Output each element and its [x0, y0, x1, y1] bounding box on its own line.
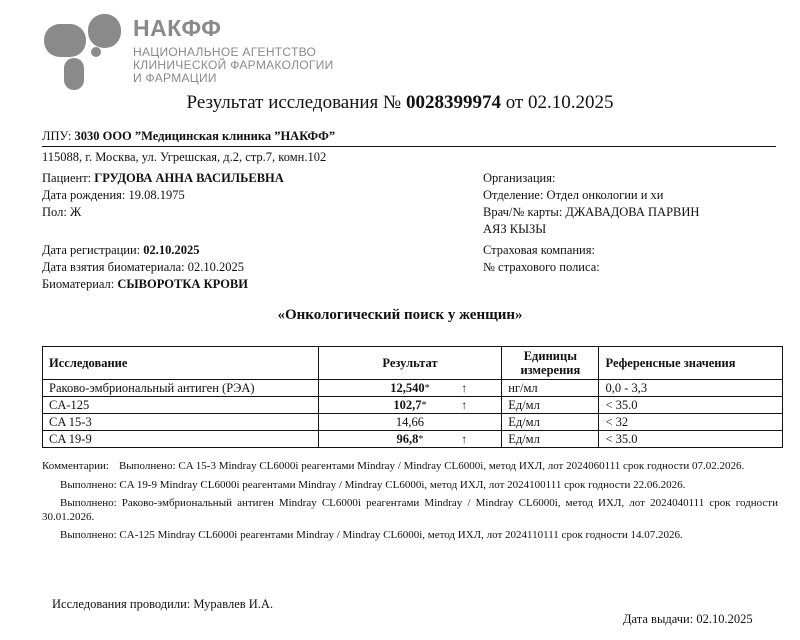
header-test: Исследование [43, 347, 319, 380]
result-cell [318, 397, 501, 414]
performed-by-line [52, 597, 273, 612]
policy-label: № страхового полиса: [483, 260, 600, 274]
result-value: 14,66 [395, 414, 425, 429]
comment-3: Выполнено: Раково-эмбриональный антиген Mindray CL6000i реагентами Mindray / Mindray CL6000i, метод ИХЛ, лот 2024040111 срок годности 30.01.2026. [42, 497, 778, 523]
reference-value: 0,0 - 3,3 [599, 380, 783, 397]
patient-name: ГРУДОВА АННА ВАСИЛЬЕВНА [94, 171, 284, 185]
sample-date-label: Дата взятия биоматериала: [42, 260, 188, 274]
sample-date-line [42, 260, 244, 275]
lpu-value: 3030 ООО ”Медицинская клиника ”НАКФФ” [74, 129, 336, 143]
document-number: 0028399974 [405, 92, 501, 113]
test-name: CA 19-9 [43, 431, 319, 448]
document-title [0, 92, 800, 114]
title-suffix: от 02.10.2025 [500, 92, 614, 113]
department-label: Отделение: [483, 188, 547, 202]
result-value: 102,7 [393, 397, 422, 412]
dob-value: 19.08.1975 [128, 188, 185, 202]
title-prefix: Результат исследования № [186, 92, 406, 113]
units-value: Ед/мл [502, 414, 599, 431]
dob-label: Дата рождения: [42, 188, 129, 202]
performed-label: Исследования проводили: [52, 597, 194, 611]
doctor-name-line1: ДЖАВАДОВА ПАРВИН [565, 205, 700, 219]
org-name-line1: НАЦИОНАЛЬНОЕ АГЕНТСТВО [133, 45, 317, 59]
reference-value: < 35.0 [599, 397, 783, 414]
sample-date-value: 02.10.2025 [187, 260, 245, 274]
performed-by-name: Муравлев И.А. [193, 597, 274, 611]
biomaterial-line [42, 277, 248, 292]
comments-label: Комментарии: [42, 460, 109, 472]
comment-2: Выполнено: CA 19-9 Mindray CL6000i реагентами Mindray / Mindray CL6000i, метод ИХЛ, лот 2024100111 срок годности 22.06.2026. [60, 478, 686, 491]
sex-label: Пол: [42, 205, 70, 219]
issue-date-line [623, 612, 753, 627]
table-header-row [43, 347, 783, 380]
header-units-line2: измерения [520, 363, 581, 377]
reference-value: < 32 [599, 414, 783, 431]
insurer-label: Страховая компания: [483, 243, 595, 257]
result-value: 96,8 [396, 431, 419, 446]
registration-line [42, 243, 200, 258]
comments-block [42, 460, 778, 548]
biomaterial-value: СЫВОРОТКА КРОВИ [117, 277, 248, 291]
result-cell [318, 380, 501, 397]
header-units [502, 347, 599, 380]
doctor-label: Врач/№ карты: [483, 205, 566, 219]
table-row [43, 431, 783, 448]
units-value: нг/мл [502, 380, 599, 397]
reference-value: < 35.0 [599, 431, 783, 448]
department-value: Отдел онкологии и хи [546, 188, 664, 202]
result-flag: * [424, 382, 430, 394]
header-reference: Референсные значения [599, 347, 783, 380]
biomaterial-label: Биоматериал: [42, 277, 118, 291]
results-table [42, 346, 783, 448]
lpu-line [42, 129, 335, 144]
registration-label: Дата регистрации: [42, 243, 144, 257]
result-flag: * [421, 399, 427, 411]
section-title: «Онкологический поиск у женщин» [277, 307, 523, 323]
issue-date-value: 02.10.2025 [696, 612, 753, 626]
nakff-logo-icon [44, 14, 126, 90]
test-name: CA 15-3 [43, 414, 319, 431]
arrow-up-icon: ↑ [461, 381, 468, 395]
registration-date: 02.10.2025 [143, 243, 200, 257]
table-row [43, 414, 783, 431]
table-row [43, 380, 783, 397]
comment-1-text: Выполнено: CA 15-3 Mindray CL6000i реагентами Mindray / Mindray CL6000i, метод ИХЛ, лот 2024060111 срок годности 07.02.2026. [118, 460, 745, 472]
org-name-line3: И ФАРМАЦИИ [133, 71, 217, 85]
lpu-label: ЛПУ: [42, 129, 75, 143]
test-name: CA-125 [43, 397, 319, 414]
comment-1 [42, 460, 778, 474]
result-cell [318, 431, 501, 448]
clinic-address: 115088, г. Москва, ул. Угрешская, д.2, стр.7, комн.102 [42, 150, 327, 164]
sex-value: Ж [69, 205, 82, 219]
header-units-line1: Единицы [523, 349, 577, 363]
comment-4: Выполнено: CA-125 Mindray CL6000i реагентами Mindray / Mindray CL6000i, метод ИХЛ, лот 2024110111 срок годности 14.07.2026. [60, 529, 683, 541]
header-result: Результат [318, 347, 501, 380]
doctor-name-line2: АЯЗ КЫЗЫ [483, 222, 547, 236]
table-row [43, 397, 783, 414]
org-name-line2: КЛИНИЧЕСКОЙ ФАРМАКОЛОГИИ [133, 58, 334, 72]
result-flag: * [418, 433, 424, 445]
sex-line [42, 205, 81, 220]
header-divider [42, 146, 776, 147]
result-value: 12,540 [390, 380, 425, 395]
result-cell [318, 414, 501, 431]
patient-line [42, 171, 284, 186]
arrow-up-icon: ↑ [461, 398, 468, 412]
arrow-up-icon: ↑ [461, 432, 468, 446]
units-value: Ед/мл [502, 431, 599, 448]
units-value: Ед/мл [502, 397, 599, 414]
dob-line [42, 188, 185, 203]
organization-label: Организация: [483, 171, 556, 185]
issue-date-label: Дата выдачи: [623, 612, 697, 626]
doctor-line [483, 205, 699, 220]
department-line [483, 188, 663, 203]
org-abbreviation: НАКФФ [133, 15, 222, 41]
test-name: Раково-эмбриональный антиген (РЭА) [43, 380, 319, 397]
patient-label: Пациент: [42, 171, 95, 185]
